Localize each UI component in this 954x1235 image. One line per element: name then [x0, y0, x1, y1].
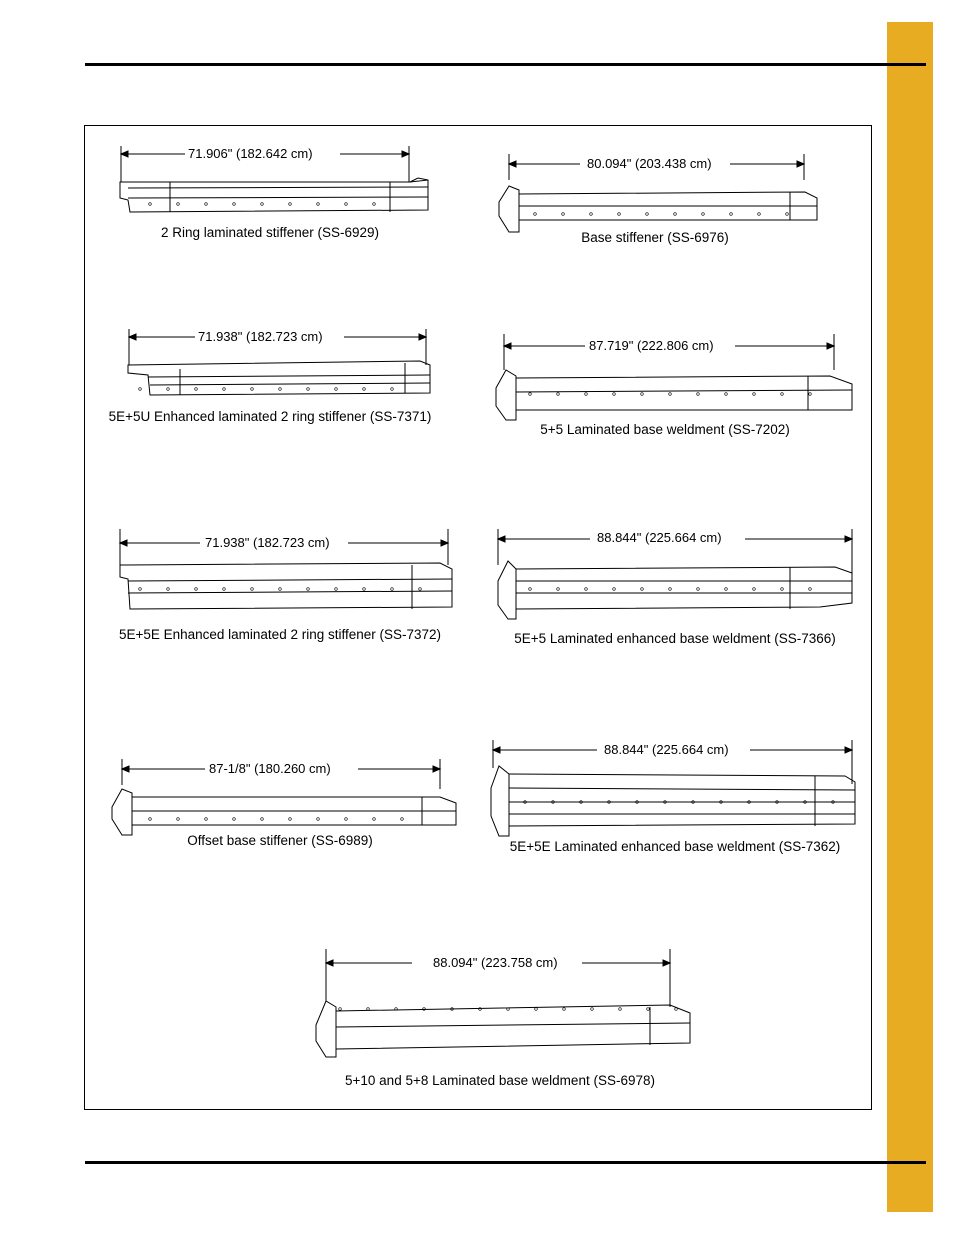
dimension-label: 80.094" (203.438 cm): [584, 156, 715, 171]
bolt-hole: [177, 203, 180, 206]
bolt-hole: [167, 588, 170, 591]
bolt-hole: [307, 588, 310, 591]
bolt-hole: [641, 393, 644, 396]
bolt-hole: [786, 213, 789, 216]
bolt-hole: [781, 393, 784, 396]
bolt-hole: [809, 393, 812, 396]
bolt-hole: [149, 203, 152, 206]
bolt-hole: [613, 588, 616, 591]
header-rule: [85, 63, 926, 66]
bolt-hole: [367, 1008, 370, 1011]
bolt-hole: [261, 203, 264, 206]
bolt-hole: [177, 818, 180, 821]
bolt-hole: [279, 588, 282, 591]
bolt-hole: [702, 213, 705, 216]
figure-caption: 5E+5 Laminated enhanced base weldment (SS-7366): [514, 631, 836, 646]
chapter-side-tab: [887, 22, 933, 1212]
bolt-hole: [261, 818, 264, 821]
bolt-hole: [535, 1008, 538, 1011]
bolt-hole: [363, 388, 366, 391]
dimension-label: 87-1/8" (180.260 cm): [206, 761, 334, 776]
bolt-hole: [641, 588, 644, 591]
bolt-hole: [730, 213, 733, 216]
figure-caption: 2 Ring laminated stiffener (SS-6929): [160, 225, 380, 240]
bolt-hole: [317, 818, 320, 821]
bolt-hole: [585, 588, 588, 591]
bolt-hole: [619, 1008, 622, 1011]
bolt-holes: [529, 588, 812, 591]
figure-caption: 5+10 and 5+8 Laminated base weldment (SS-6978): [345, 1073, 655, 1088]
bolt-hole: [223, 388, 226, 391]
bolt-hole: [697, 588, 700, 591]
bolt-hole: [167, 388, 170, 391]
bolt-hole: [205, 818, 208, 821]
figure-ss-6989: [110, 755, 460, 855]
bolt-hole: [419, 588, 422, 591]
bolt-hole: [373, 818, 376, 821]
bolt-hole: [590, 213, 593, 216]
bolt-hole: [345, 818, 348, 821]
figure-caption: Offset base stiffener (SS-6989): [187, 833, 373, 848]
footer-rule: [85, 1161, 926, 1164]
bolt-hole: [205, 203, 208, 206]
bolt-hole: [373, 203, 376, 206]
bolt-hole: [697, 393, 700, 396]
bolt-hole: [307, 388, 310, 391]
bolt-hole: [529, 588, 532, 591]
bolt-hole: [345, 203, 348, 206]
figure-ss-7366: [490, 525, 865, 650]
bolt-hole: [233, 818, 236, 821]
bolt-hole: [618, 213, 621, 216]
bolt-hole: [647, 1008, 650, 1011]
bolt-hole: [223, 588, 226, 591]
bolt-holes: [149, 818, 404, 821]
bolt-hole: [195, 388, 198, 391]
bolt-hole: [725, 393, 728, 396]
bolt-hole: [591, 1008, 594, 1011]
bolt-hole: [195, 588, 198, 591]
bolt-hole: [646, 213, 649, 216]
bolt-hole: [279, 388, 282, 391]
bolt-hole: [669, 588, 672, 591]
bolt-hole: [753, 588, 756, 591]
bolt-hole: [317, 203, 320, 206]
dimension-label: 88.844" (225.664 cm): [594, 530, 725, 545]
bolt-hole: [391, 588, 394, 591]
bolt-hole: [781, 588, 784, 591]
bolt-hole: [557, 393, 560, 396]
bolt-hole: [563, 1008, 566, 1011]
bolt-hole: [529, 393, 532, 396]
bolt-hole: [149, 818, 152, 821]
dimension-label: 71.906" (182.642 cm): [185, 146, 316, 161]
figure-caption: 5+5 Laminated base weldment (SS-7202): [540, 422, 790, 437]
figure-ss-6929: [110, 140, 430, 250]
bolt-holes: [534, 213, 789, 216]
figure-ss-6976: [495, 150, 825, 250]
figure-ss-7371: [100, 325, 450, 435]
figure-ss-7202: [490, 330, 860, 445]
bolt-hole: [674, 213, 677, 216]
bolt-hole: [758, 213, 761, 216]
bolt-hole: [139, 388, 142, 391]
bolt-holes: [149, 203, 376, 206]
figure-caption: 5E+5U Enhanced laminated 2 ring stiffener (SS-7371): [108, 409, 432, 424]
figure-caption: 5E+5E Laminated enhanced base weldment (SS-7362): [509, 839, 841, 854]
bolt-holes: [139, 388, 394, 391]
bolt-hole: [251, 388, 254, 391]
bolt-hole: [809, 588, 812, 591]
bolt-hole: [289, 818, 292, 821]
bolt-hole: [557, 588, 560, 591]
bolt-hole: [391, 388, 394, 391]
bolt-hole: [401, 818, 404, 821]
dimension-label: 88.094" (223.758 cm): [430, 955, 561, 970]
dimension-label: 87.719" (222.806 cm): [586, 338, 717, 353]
dimension-label: 71.938" (182.723 cm): [202, 535, 333, 550]
bolt-holes: [529, 393, 812, 396]
bolt-hole: [675, 1008, 678, 1011]
bolt-hole: [753, 393, 756, 396]
bolt-hole: [251, 588, 254, 591]
bolt-holes: [139, 588, 422, 591]
dimension-label: 88.844" (225.664 cm): [601, 742, 732, 757]
figure-caption: 5E+5E Enhanced laminated 2 ring stiffener (SS-7372): [118, 627, 442, 642]
figure-caption: Base stiffener (SS-6976): [581, 230, 729, 245]
bolt-hole: [585, 393, 588, 396]
bolt-hole: [289, 203, 292, 206]
bolt-hole: [339, 1008, 342, 1011]
bolt-hole: [139, 588, 142, 591]
bolt-hole: [562, 213, 565, 216]
figure-ss-7362: [485, 738, 865, 863]
bolt-hole: [335, 388, 338, 391]
figure-ss-7372: [100, 525, 460, 645]
bolt-hole: [335, 588, 338, 591]
bolt-hole: [363, 588, 366, 591]
figure-ss-6978: [300, 945, 710, 1090]
bolt-hole: [669, 393, 672, 396]
bolt-hole: [534, 213, 537, 216]
bolt-hole: [725, 588, 728, 591]
bolt-hole: [233, 203, 236, 206]
bolt-hole: [613, 393, 616, 396]
dimension-label: 71.938" (182.723 cm): [195, 329, 326, 344]
